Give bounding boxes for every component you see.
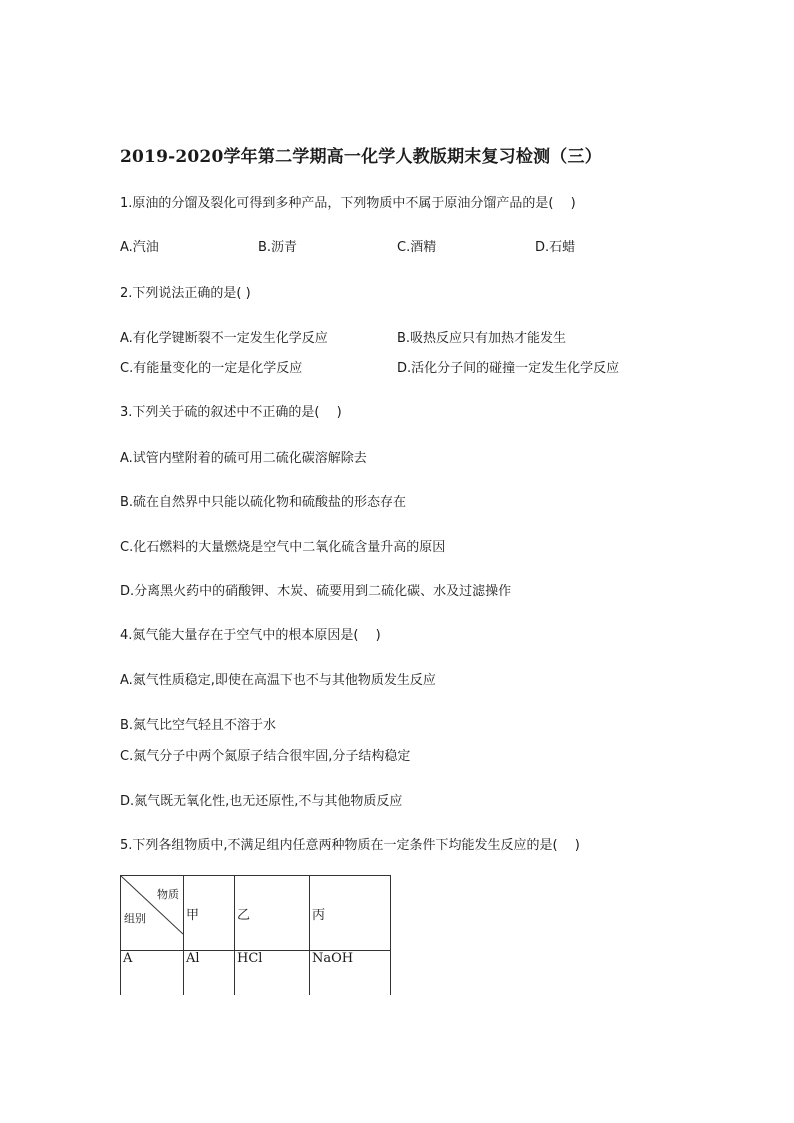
question-1-stem: 1.原油的分馏及裂化可得到多种产品，下列物质中不属于原油分馏产品的是( ) bbox=[120, 196, 576, 211]
question-4-stem: 4.氮气能大量存在于空气中的根本原因是( ) bbox=[120, 628, 381, 643]
question-2-stem: 2.下列说法正确的是( ) bbox=[120, 286, 251, 301]
q2-option-d: D.活化分子间的碰撞一定发生化学反应 bbox=[397, 361, 620, 376]
table-header-row bbox=[121, 876, 391, 951]
table-cell: HCl bbox=[235, 951, 310, 996]
question-5-stem: 5.下列各组物质中,不满足组内任意两种物质在一定条件下均能发生反应的是( ) bbox=[120, 838, 580, 853]
table-cell: NaOH bbox=[310, 951, 391, 996]
page-title: 2019-2020学年第二学期高一化学人教版期末复习检测（三） bbox=[120, 147, 602, 167]
table-cell: A bbox=[121, 951, 184, 996]
table-row bbox=[121, 951, 391, 996]
table-cell: Al bbox=[184, 951, 235, 996]
q1-option-d: D.石蜡 bbox=[535, 240, 576, 255]
table-header-cell: 甲 bbox=[184, 876, 235, 951]
q3-option-d: D.分离黑火药中的硝酸钾、木炭、硫要用到二硫化碳、水及过滤操作 bbox=[120, 584, 512, 599]
corner-label-substance: 物质 bbox=[157, 888, 179, 901]
corner-label-group: 组别 bbox=[124, 912, 146, 925]
q3-option-c: C.化石燃料的大量燃烧是空气中二氧化硫含量升高的原因 bbox=[120, 540, 446, 555]
q3-option-a: A.试管内壁附着的硫可用二硫化碳溶解除去 bbox=[120, 451, 367, 466]
q4-option-b: B.氮气比空气轻且不溶于水 bbox=[120, 718, 277, 733]
q2-option-a: A.有化学键断裂不一定发生化学反应 bbox=[120, 331, 328, 346]
table-corner-cell bbox=[121, 876, 184, 951]
q5-table bbox=[120, 875, 391, 995]
q1-option-c: C.酒精 bbox=[397, 240, 437, 255]
q4-option-c: C.氮气分子中两个氮原子结合很牢固,分子结构稳定 bbox=[120, 749, 411, 764]
q4-option-a: A.氮气性质稳定,即使在高温下也不与其他物质发生反应 bbox=[120, 673, 436, 688]
question-3-stem: 3.下列关于硫的叙述中不正确的是( ) bbox=[120, 405, 342, 420]
q1-option-a: A.汽油 bbox=[120, 240, 159, 255]
table-header-cell: 丙 bbox=[310, 876, 391, 951]
q1-option-b: B.沥青 bbox=[258, 240, 298, 255]
q4-option-d: D.氮气既无氧化性,也无还原性,不与其他物质反应 bbox=[120, 794, 403, 809]
table-header-cell: 乙 bbox=[235, 876, 310, 951]
q3-option-b: B.硫在自然界中只能以硫化物和硫酸盐的形态存在 bbox=[120, 495, 407, 510]
q2-option-c: C.有能量变化的一定是化学反应 bbox=[120, 361, 303, 376]
q2-option-b: B.吸热反应只有加热才能发生 bbox=[397, 331, 567, 346]
